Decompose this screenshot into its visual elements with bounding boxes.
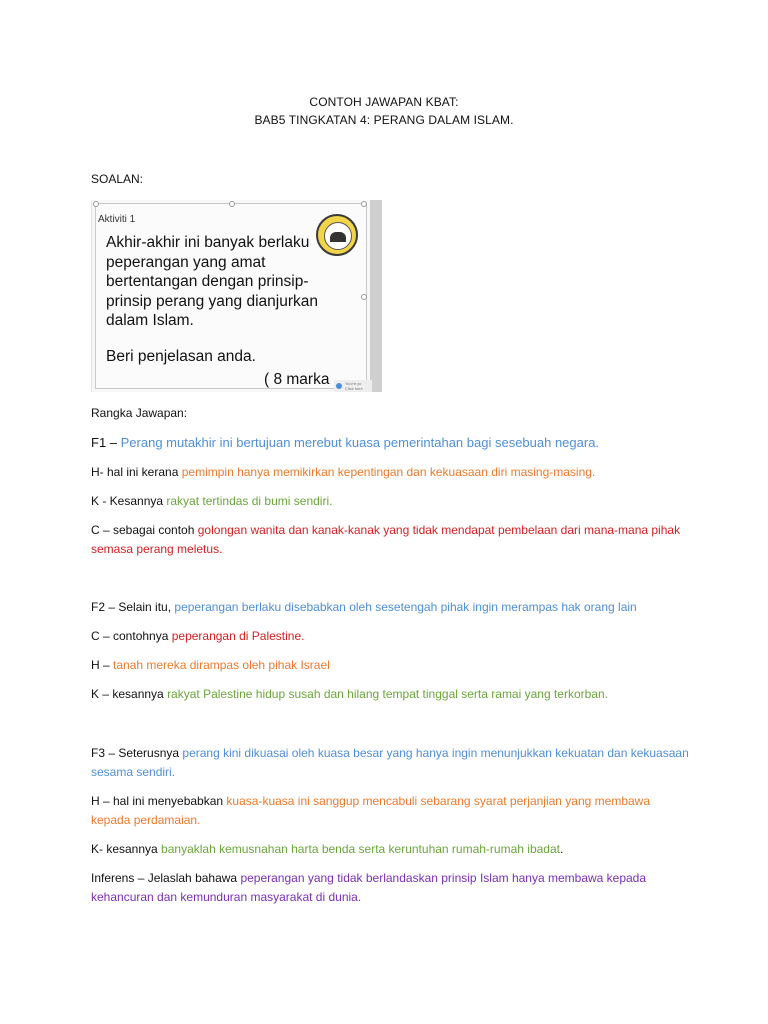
rangka-label: Rangka Jawapan: [91, 406, 188, 420]
answer-f2: F2 – Selain itu, peperangan berlaku disebabkan oleh sesetengah pihak ingin merampas hak orang lain [91, 600, 637, 614]
question-image [91, 200, 382, 392]
answer-h1: H- hal ini kerana pemimpin hanya memikirkan kepentingan dan kekuasaan diri masing-masing. [91, 465, 596, 479]
soalan-label: SOALAN: [91, 172, 144, 186]
resize-handle [93, 201, 99, 207]
answer-f3: F3 – Seterusnya perang kini dikuasai oleh kuasa besar yang hanya ingin menunjukkan kekuatan dan kekuasaan sesama sendiri. [91, 746, 689, 779]
question-text: Akhir-akhir ini banyak berlaku peperangan yang amat bertentangan dengan prinsip-prinsip perang yang dianjurkan dalam Islam. [106, 234, 318, 329]
scroll-edge [370, 200, 382, 392]
answer-k2: K – kesannya rakyat Palestine hidup susah dan hilang tempat tinggal serta ramai yang terkorban. [91, 687, 608, 701]
resize-handle [361, 201, 367, 207]
answer-c1: C – sebagai contoh golongan wanita dan kanak-kanak yang tidak mendapat pembelaan dari mana-mana pihak semasa perang meletus. [91, 523, 681, 556]
answer-h3: H – hal ini menyebabkan kuasa-kuasa ini sanggup mencabuli sebarang syarat perjanjian yang membawa kepada perdamaian. [91, 794, 651, 827]
school-logo-icon [316, 214, 358, 256]
activity-label: Aktiviti 1 [98, 214, 136, 225]
question-instruction: Beri penjelasan anda. [106, 348, 256, 365]
answer-c2: C – contohnya peperangan di Palestine. [91, 629, 305, 643]
doc-subtitle: BAB5 TINGKATAN 4: PERANG DALAM ISLAM. [254, 113, 514, 127]
badge-icon [336, 383, 342, 389]
answer-h2: H – tanah mereka dirampas oleh pihak Israel [91, 658, 330, 672]
answer-k3: K- kesannya banyaklah kemusnahan harta benda serta keruntuhan rumah-rumah ibadat. [91, 842, 564, 856]
answer-f1: F1 – Perang mutakhir ini bertujuan merebut kuasa pemerintahan bagi sesebuah negara. [91, 435, 600, 450]
answer-k1: K - Kesannya rakyat tertindas di bumi sendiri. [91, 494, 333, 508]
answer-inferens: Inferens – Jelaslah bahawa peperangan yang tidak berlandaskan prinsip Islam hanya membawa kepada kehancuran dan kemunduran masyarakat di dunia. [91, 871, 647, 904]
overlay-badge: You're yo Click here [334, 380, 372, 392]
resize-handle [361, 294, 367, 300]
question-marks: ( 8 marka [264, 371, 330, 388]
resize-handle [229, 201, 235, 207]
doc-title: CONTOH JAWAPAN KBAT: [309, 95, 459, 109]
